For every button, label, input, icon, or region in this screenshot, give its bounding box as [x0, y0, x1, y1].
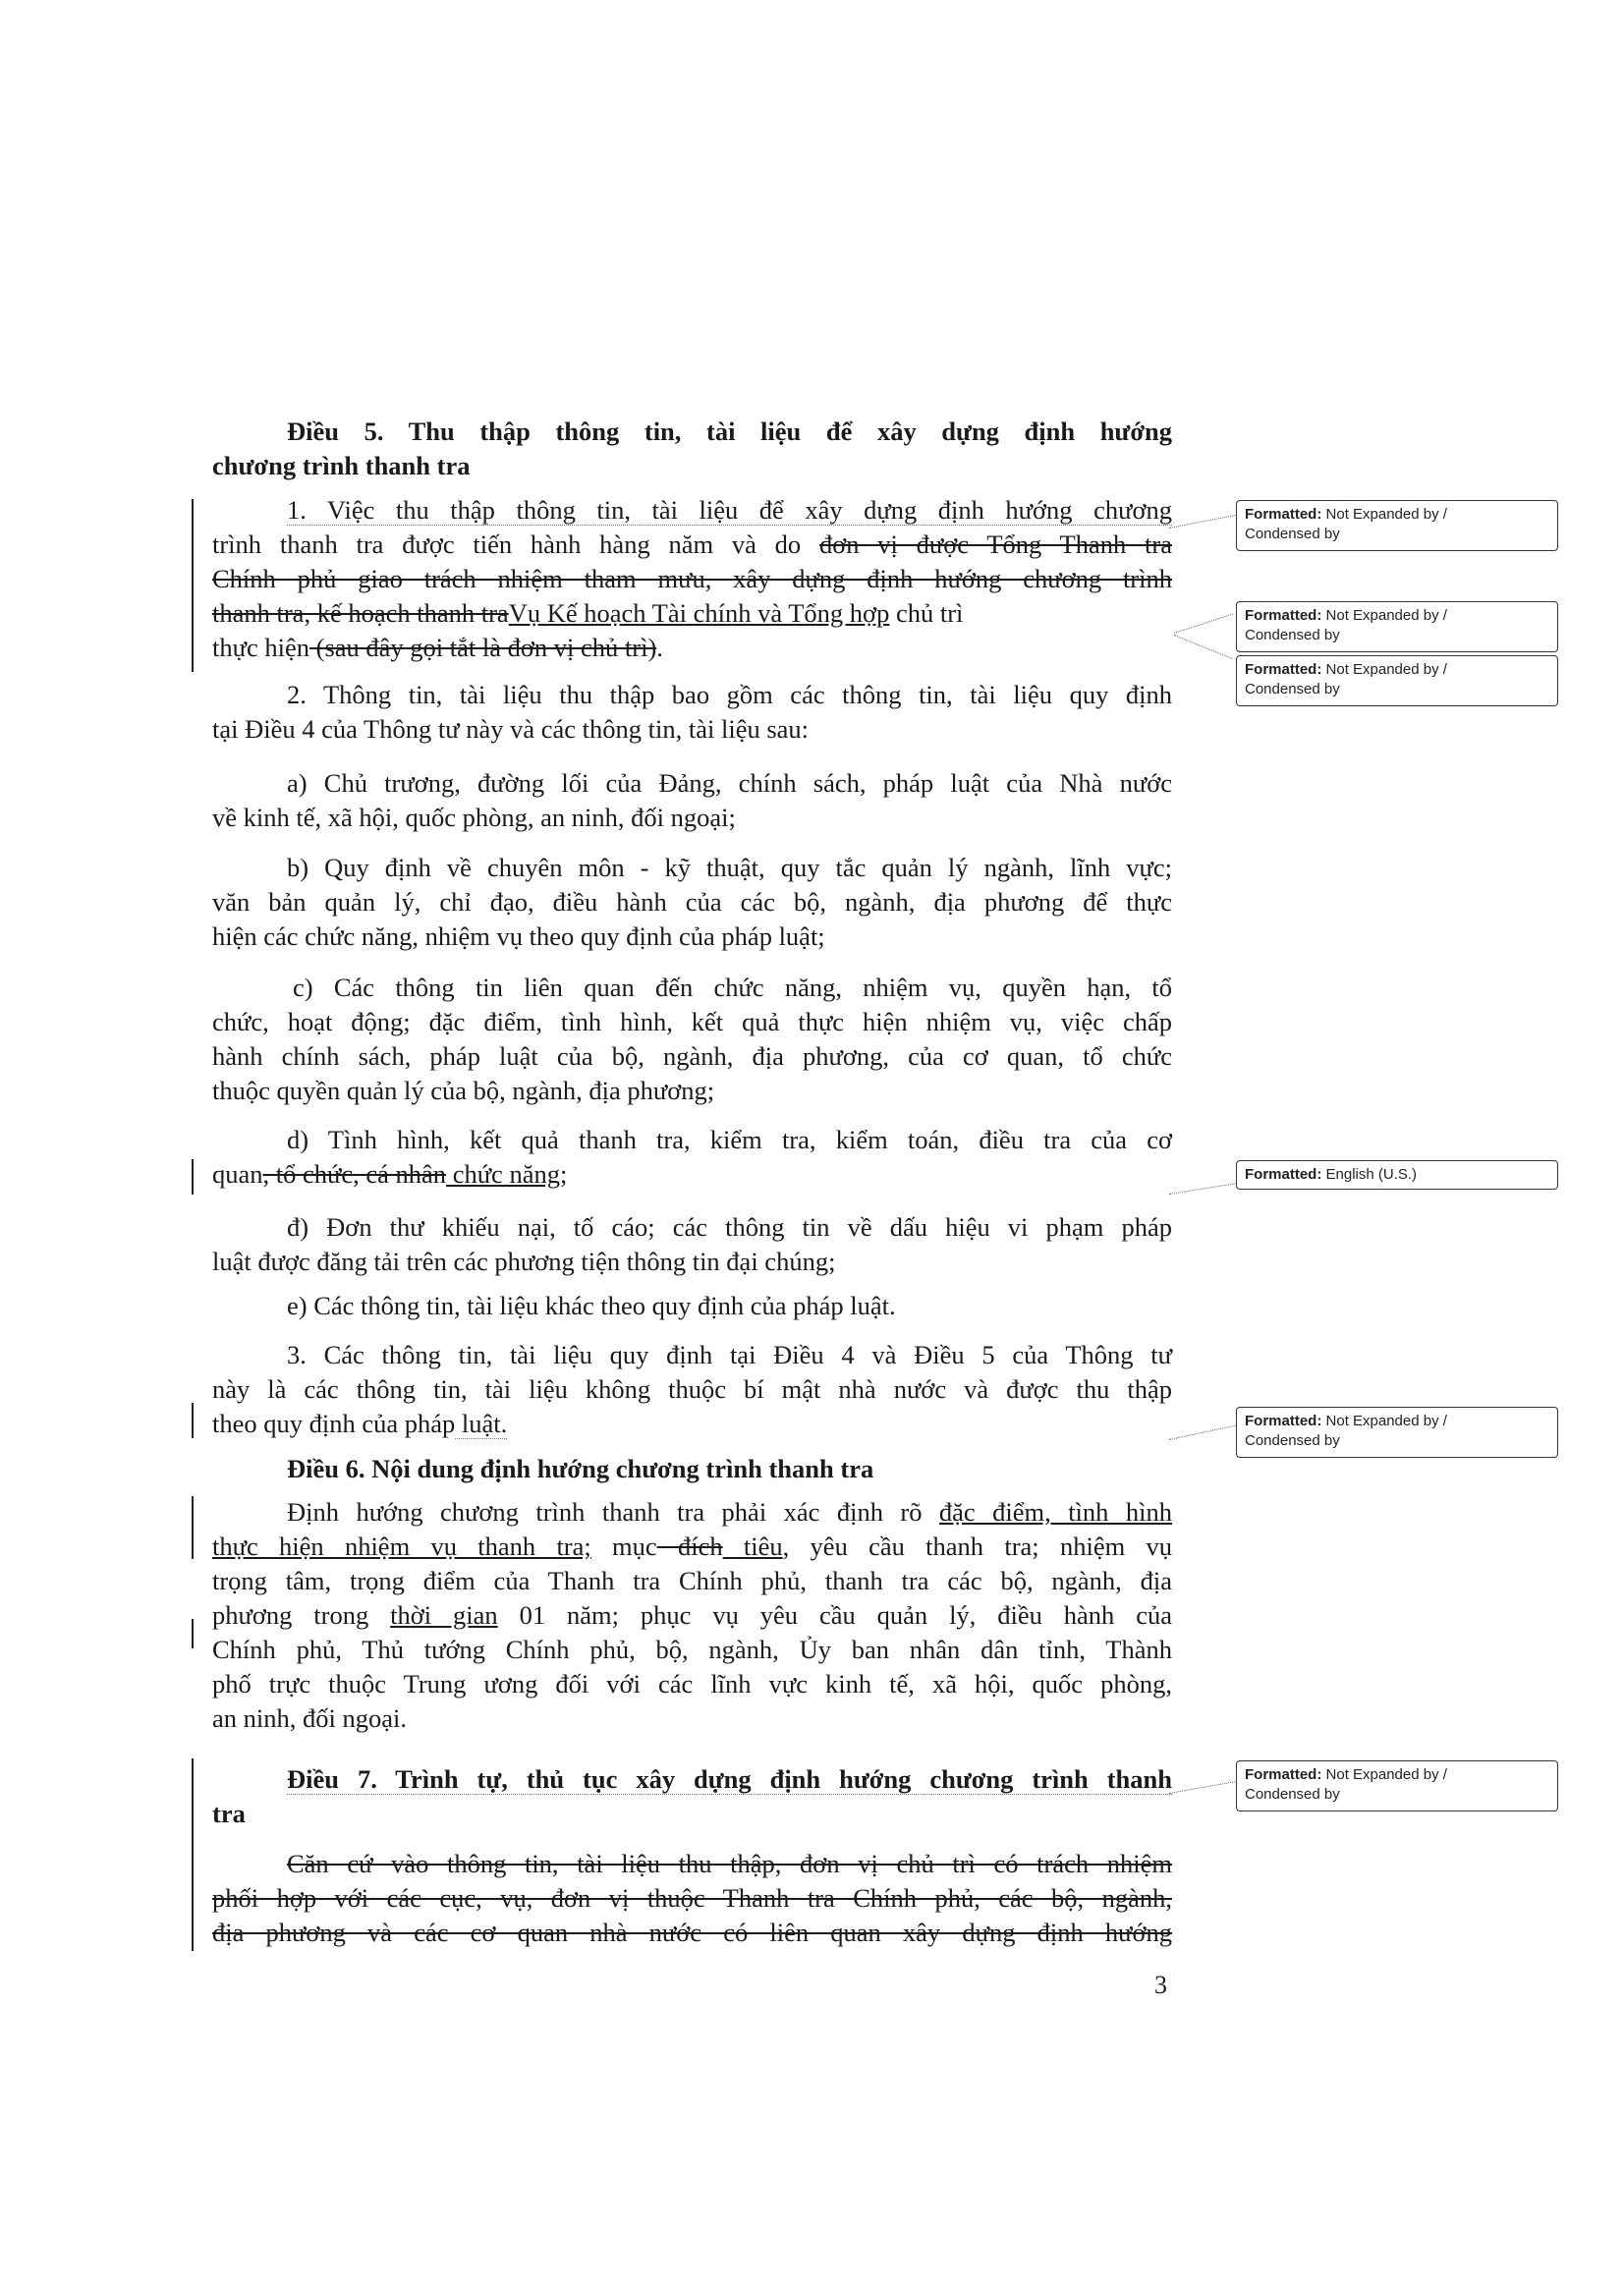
comment-text: Condensed by	[1245, 627, 1340, 643]
paragraph-line: văn bản quản lý, chỉ đạo, điều hành của các bộ, ngành, địa phương để thực	[212, 887, 1172, 917]
comment-balloon[interactable]	[1236, 500, 1558, 551]
deleted-line: Căn cứ vào thông tin, tài liệu thu thập, đơn vị chủ trì có trách nhiệm	[287, 1849, 1172, 1878]
paragraph-line: thuộc quyền quản lý của bộ, ngành, địa phương;	[212, 1076, 715, 1105]
comment-label: Formatted:	[1245, 506, 1322, 523]
inserted-text: thời gian	[390, 1600, 498, 1630]
comment-leader	[1174, 635, 1233, 659]
paragraph-line: tại Điều 4 của Thông tư này và các thông tin, tài liệu sau:	[212, 714, 810, 744]
paragraph-line	[212, 1407, 1172, 1441]
change-bar	[192, 1403, 194, 1438]
change-bar	[192, 1619, 194, 1648]
paragraph-line: 2. Thông tin, tài liệu thu thập bao gồm các thông tin, tài liệu quy định	[287, 680, 1172, 709]
comment-balloon[interactable]	[1236, 1160, 1558, 1190]
heading-line: chương trình thanh tra	[212, 451, 471, 480]
item-c	[212, 971, 1172, 1108]
comment-text: Not Expanded by /	[1325, 661, 1447, 678]
comment-leader	[1169, 515, 1235, 529]
comment-label: Formatted:	[1245, 1413, 1322, 1429]
paragraph-line	[212, 1495, 1172, 1530]
paragraph-line: trọng tâm, trọng điểm của Thanh tra Chính phủ, thanh tra các bộ, ngành, địa	[212, 1566, 1172, 1595]
paragraph-line	[212, 1157, 1172, 1192]
paragraph-line	[212, 1530, 1172, 1564]
comment-leader	[1169, 1781, 1237, 1794]
paragraph-line: đ) Đơn thư khiếu nại, tố cáo; các thông tin về dấu hiệu vi phạm pháp	[287, 1212, 1172, 1242]
inserted-text: thực hiện nhiệm vụ thanh tra;	[212, 1532, 591, 1561]
comment-text: Not Expanded by /	[1325, 506, 1447, 523]
paragraph-line	[212, 1598, 1172, 1633]
heading-line: Điều 6. Nội dung định hướng chương trình thanh tra	[287, 1454, 874, 1483]
text-run: theo quy định của pháp	[212, 1409, 456, 1438]
deleted-text: Chính phủ giao trách nhiệm tham mưu, xây dựng định hướng chương trình	[212, 564, 1172, 593]
text-run: thực hiện	[212, 633, 309, 662]
comment-balloon[interactable]	[1236, 655, 1558, 706]
comment-balloon[interactable]	[1236, 1407, 1558, 1458]
paragraph-line: a) Chủ trương, đường lối của Đảng, chính sách, pháp luật của Nhà nước	[287, 768, 1172, 798]
paragraph-line	[212, 596, 1172, 631]
comment-leader	[1169, 1424, 1237, 1440]
paragraph-line: b) Quy định về chuyên môn - kỹ thuật, quy tắc quản lý ngành, lĩnh vực;	[287, 853, 1172, 882]
paragraph-line: Chính phủ, Thủ tướng Chính phủ, bộ, ngành, Ủy ban nhân dân tỉnh, Thành	[212, 1635, 1172, 1664]
paragraph-line: 3. Các thông tin, tài liệu quy định tại Điều 4 và Điều 5 của Thông tư	[287, 1340, 1172, 1369]
comment-balloon[interactable]	[1236, 1760, 1558, 1811]
paragraph-line: an ninh, đối ngoại.	[212, 1703, 407, 1733]
comment-label: Formatted:	[1245, 1166, 1322, 1183]
paragraph-line: e) Các thông tin, tài liệu khác theo quy định của pháp luật.	[287, 1291, 896, 1320]
change-bar	[192, 1496, 194, 1559]
paragraph-line	[212, 493, 1172, 528]
item-dd	[212, 1210, 1172, 1279]
text-run: mục	[590, 1532, 657, 1561]
item-d	[212, 1123, 1172, 1192]
text-run: phương trong	[212, 1600, 391, 1630]
paragraph-line: hành chính sách, pháp luật của bộ, ngành, địa phương, của cơ quan, tổ chức	[212, 1041, 1172, 1071]
paragraph-line	[212, 528, 1172, 562]
text-run: trình thanh tra được tiến hành hàng năm và do	[212, 529, 819, 559]
page-number: 3	[1154, 1971, 1167, 1999]
paragraph-line: về kinh tế, xã hội, quốc phòng, an ninh, đối ngoại;	[212, 803, 736, 832]
formatted-text: luật.	[455, 1409, 508, 1438]
change-bar	[192, 1159, 194, 1195]
text-run: 01 năm; phục vụ yêu cầu quản lý, điều hành của	[497, 1600, 1172, 1630]
inserted-text: đặc điểm, tình hình	[938, 1497, 1172, 1527]
comment-text: English (U.S.)	[1325, 1166, 1418, 1183]
article-6-body	[212, 1495, 1172, 1736]
comment-text: Condensed by	[1245, 681, 1340, 697]
comment-balloon[interactable]	[1236, 601, 1558, 652]
text-run: chủ trì	[889, 598, 964, 628]
comment-leader	[1174, 614, 1233, 634]
deleted-line: địa phương và các cơ quan nhà nước có liên quan xây dựng định hướng	[212, 1918, 1172, 1947]
item-a	[212, 766, 1172, 835]
paragraph-line: c) Các thông tin liên quan đến chức năng, nhiệm vụ, quyền hạn, tổ	[293, 973, 1172, 1002]
comment-label: Formatted:	[1245, 661, 1322, 678]
article-7-heading	[212, 1762, 1172, 1831]
heading-line: Điều 5. Thu thập thông tin, tài liệu để xây dựng định hướng	[287, 417, 1172, 446]
deleted-text: đích	[656, 1532, 723, 1561]
paragraph-line	[212, 631, 1172, 665]
paragraph-line: d) Tình hình, kết quả thanh tra, kiểm tra, kiểm toán, điều tra của cơ	[287, 1125, 1172, 1154]
article-6-heading	[212, 1452, 1172, 1486]
comment-label: Formatted:	[1245, 607, 1322, 624]
deleted-text: thanh tra, kế hoạch thanh tra	[212, 598, 509, 628]
comment-text: Condensed by	[1245, 1432, 1340, 1449]
text-run: .	[656, 633, 663, 662]
paragraph-line	[212, 562, 1172, 596]
change-bar	[192, 1758, 194, 1951]
deleted-text: , tổ chức, cá nhân	[262, 1159, 447, 1189]
comment-text: Condensed by	[1245, 1786, 1340, 1803]
paragraph-line: phố trực thuộc Trung ương đối với các lĩnh vực kinh tế, xã hội, quốc phòng,	[212, 1669, 1172, 1699]
text-run: quan	[212, 1159, 263, 1189]
deleted-text: (sau đây gọi tắt là đơn vị chủ trì)	[309, 633, 657, 662]
comment-label: Formatted:	[1245, 1766, 1322, 1783]
article-5-paragraph-1	[212, 493, 1172, 665]
article-5-paragraph-2	[212, 678, 1172, 747]
deleted-line: phối hợp với các cục, vụ, đơn vị thuộc Thanh tra Chính phủ, các bộ, ngành,	[212, 1883, 1172, 1913]
text-run: , yêu cầu thanh tra; nhiệm vụ	[782, 1532, 1172, 1561]
heading-line: tra	[212, 1799, 246, 1828]
article-7-deleted-body	[212, 1847, 1172, 1950]
comment-text: Not Expanded by /	[1325, 1413, 1447, 1429]
text-run: ;	[559, 1159, 568, 1189]
paragraph-line: này là các thông tin, tài liệu không thuộc bí mật nhà nước và được thu thập	[212, 1374, 1172, 1404]
article-5-heading	[212, 415, 1172, 483]
paragraph-line: luật được đăng tải trên các phương tiện thông tin đại chúng;	[212, 1247, 836, 1276]
article-5-paragraph-3	[212, 1338, 1172, 1441]
inserted-text: chức năng	[446, 1159, 560, 1189]
heading-line	[212, 1762, 1172, 1797]
item-e	[212, 1289, 1172, 1323]
comment-text: Not Expanded by /	[1325, 1766, 1447, 1783]
comment-text: Condensed by	[1245, 526, 1340, 542]
comment-text: Not Expanded by /	[1325, 607, 1447, 624]
deleted-text: đơn vị được Tổng Thanh tra	[818, 529, 1172, 559]
inserted-text: tiêu	[722, 1532, 783, 1561]
inserted-text: Vụ Kế hoạch Tài chính và Tổng hợp	[508, 598, 890, 628]
paragraph-line: hiện các chức năng, nhiệm vụ theo quy định của pháp luật;	[212, 921, 825, 951]
formatted-text: Điều 7. Trình tự, thủ tục xây dựng định hướng chương trình thanh	[287, 1764, 1172, 1794]
text-run: Định hướng chương trình thanh tra phải xác định rõ	[287, 1497, 939, 1527]
formatted-text: 1. Việc thu thập thông tin, tài liệu để xây dựng định hướng chương	[287, 495, 1172, 525]
paragraph-line: chức, hoạt động; đặc điểm, tình hình, kết quả thực hiện nhiệm vụ, việc chấp	[212, 1007, 1172, 1036]
item-b	[212, 851, 1172, 954]
change-bar	[192, 499, 194, 672]
comment-leader	[1169, 1183, 1237, 1195]
